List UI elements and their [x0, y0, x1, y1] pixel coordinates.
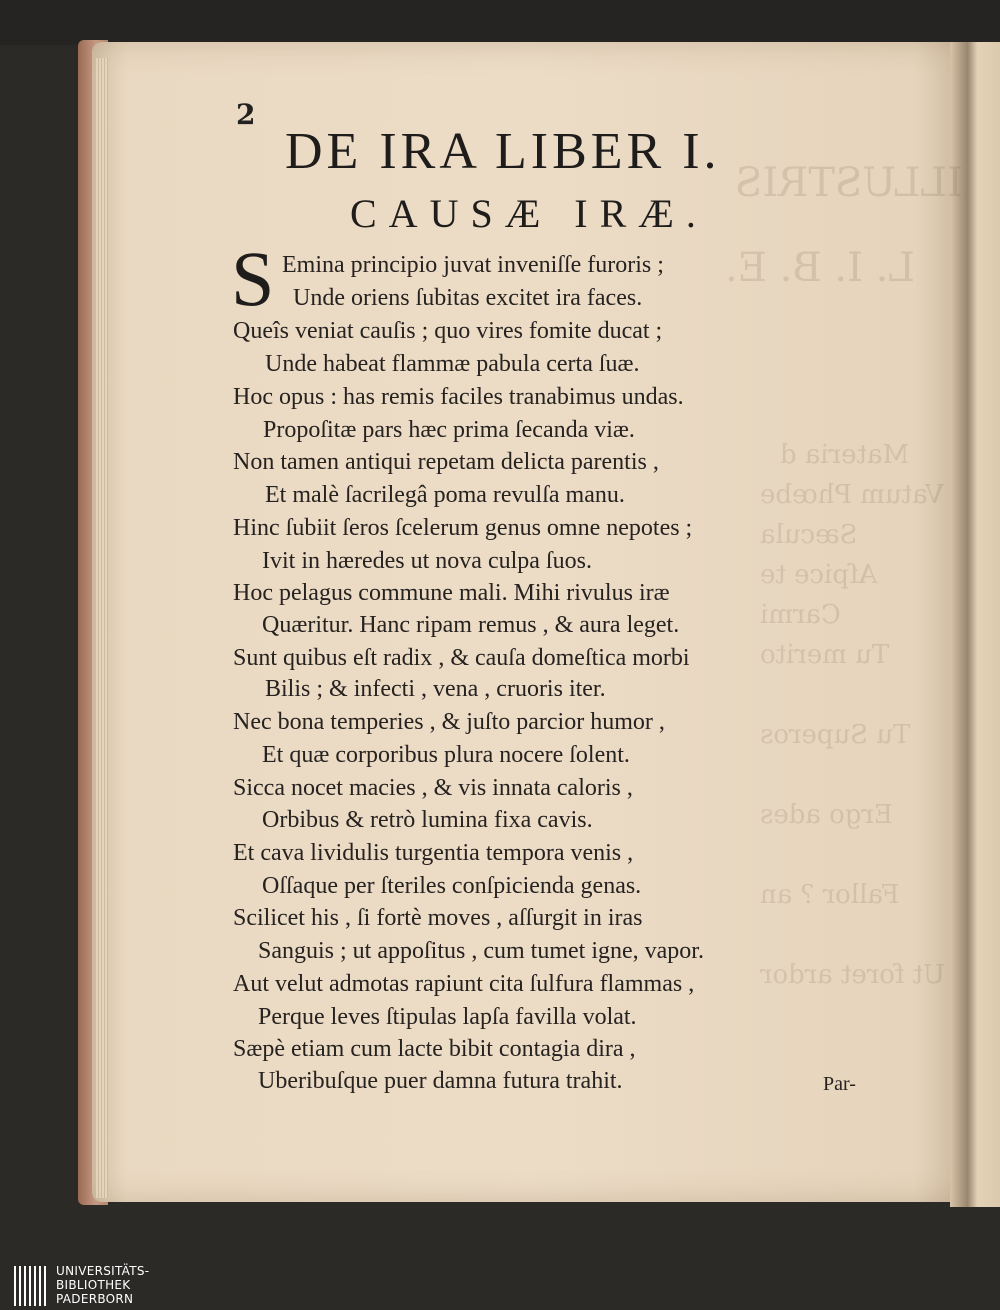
verse-line: Hoc opus : has remis faciles tranabimus undas. [233, 384, 684, 410]
bleed-through-ghost: Vatum Phœbe [760, 480, 944, 510]
page-subtitle: CAUSÆ IRÆ. [350, 191, 708, 236]
library-logo-line: BIBLIOTHEK [56, 1278, 131, 1292]
verse-line: Aut velut admotas rapiunt cita ſulfura flammas , [233, 971, 695, 997]
verse-line: Unde oriens ſubitas excitet ira faces. [293, 285, 643, 311]
verse-line: Unde habeat flammæ pabula certa ſuæ. [265, 351, 640, 377]
library-logo-line: UNIVERSITÄTS- [56, 1264, 150, 1278]
verse-line: Sicca nocet macies , & vis innata caloris , [233, 775, 633, 801]
verse-line: Nec bona temperies , & juſto parcior humor , [233, 709, 665, 735]
bleed-through-ghost: Materia d [780, 440, 910, 470]
page-title: DE IRA LIBER I. [285, 123, 721, 180]
verse-line: Orbibus & retrò lumina fixa cavis. [262, 807, 593, 833]
bleed-through-ghost: Ut foret ardor [760, 960, 946, 990]
book-gutter [950, 42, 1000, 1207]
verse-line: Propoſitæ pars hæc prima ſecanda viæ. [263, 417, 635, 443]
bleed-through-ghost: Tu Superos [760, 720, 911, 750]
verse-line: Non tamen antiqui repetam delicta parentis , [233, 449, 659, 475]
verse-line: Hinc ſubiit ſeros ſcelerum genus omne nepotes ; [233, 515, 693, 541]
page-edges [96, 58, 108, 1198]
bleed-through-ghost: Ergo ades [760, 800, 893, 830]
verse-line: Et malè ſacrilegâ poma revulſa manu. [265, 482, 625, 508]
verse-line: Perque leves ſtipulas lapſa favilla volat. [258, 1004, 637, 1030]
bleed-through-ghost: Aſpice te [760, 560, 878, 590]
library-logo-line: PADERBORN [56, 1292, 134, 1306]
bleed-through-ghost: ILLUSTRIS [735, 160, 963, 206]
verse-line: Quæritur. Hanc ripam remus , & aura leget. [262, 612, 680, 638]
verse-line: Et quæ corporibus plura nocere ſolent. [262, 742, 630, 768]
verse-line: Emina principio juvat inveniſſe furoris ; [282, 252, 664, 278]
catchword: Par- [823, 1073, 856, 1095]
library-logo-icon [14, 1266, 46, 1306]
verse-line: Et cava lividulis turgentia tempora venis , [233, 840, 634, 866]
library-logo-text [56, 1264, 149, 1306]
verse-line: Queîs veniat cauſis ; quo vires fomite ducat ; [233, 318, 663, 344]
bleed-through-ghost: Tu merito [760, 640, 890, 670]
bleed-through-ghost: Carmi [760, 600, 841, 630]
verse-line: Sanguis ; ut appoſitus , cum tumet igne, vapor. [258, 938, 704, 964]
verse-line: Sunt quibus eſt radix , & cauſa domeſtica morbi [233, 645, 690, 671]
bleed-through-ghost: Sæcula [760, 520, 858, 550]
bleed-through-ghost: Fallor ? an [760, 880, 900, 910]
verse-line: Bilis ; & infecti , vena , cruoris iter. [265, 676, 606, 702]
verse-line: Scilicet his , ſi fortè moves , aſſurgit in iras [233, 905, 643, 931]
verse-line: Sæpè etiam cum lacte bibit contagia dira , [233, 1036, 636, 1062]
library-logo [0, 1262, 200, 1310]
scan-background [0, 0, 1000, 45]
verse-line: Uberibuſque puer damna futura trahit. [258, 1068, 623, 1094]
verse-line: Oſſaque per ſteriles conſpicienda genas. [262, 873, 642, 899]
verse-line: Ivit in hæredes ut nova culpa ſuos. [262, 548, 592, 574]
drop-cap: S [231, 235, 275, 322]
bleed-through-ghost: L. I. B. E. [725, 245, 915, 291]
verse-line: Hoc pelagus commune mali. Mihi rivulus iræ [233, 580, 670, 606]
page-number: 2 [236, 98, 256, 131]
